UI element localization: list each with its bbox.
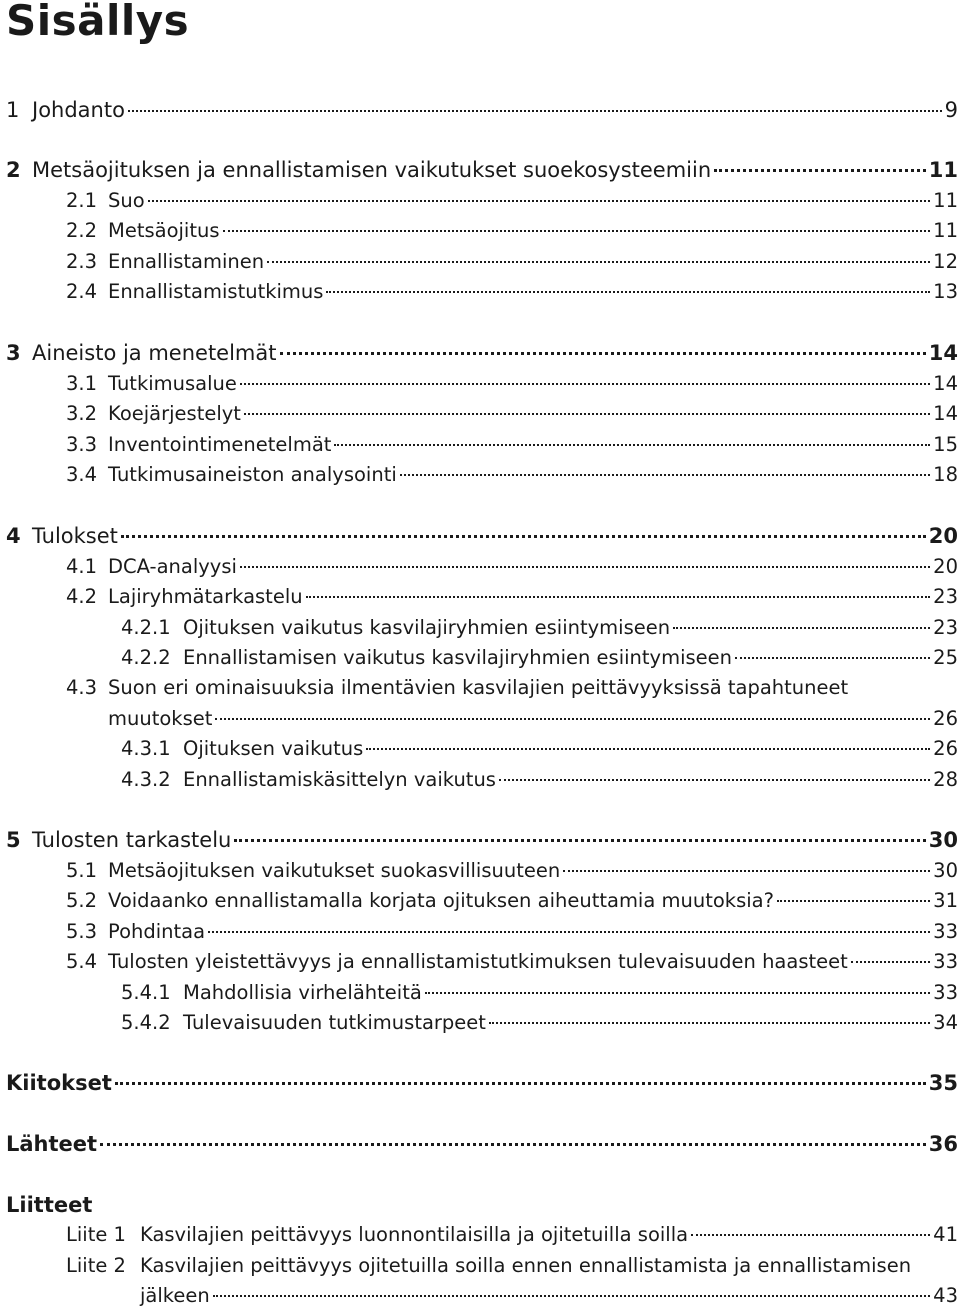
toc-entry-5-4-1[interactable] xyxy=(121,978,958,1008)
entry-number: 2.3 xyxy=(66,250,98,273)
entry-number: 3.3 xyxy=(66,433,98,456)
dot-leader xyxy=(223,230,931,232)
entry-number: 3.4 xyxy=(66,463,98,486)
entry-number: Liite 2 xyxy=(66,1254,126,1277)
entry-page: 28 xyxy=(933,768,958,791)
entry-title: Johdanto xyxy=(32,98,125,122)
toc-entry-3[interactable] xyxy=(6,338,958,368)
toc-entry-liite-2-line1[interactable] xyxy=(66,1251,911,1281)
toc-entry-4-3-2[interactable] xyxy=(121,765,958,795)
toc-entry-3-4[interactable] xyxy=(66,460,958,490)
toc-entry-2-3[interactable] xyxy=(66,247,958,277)
entry-page: 33 xyxy=(933,950,958,973)
toc-entry-4-2-1[interactable] xyxy=(121,613,958,643)
entry-page: 33 xyxy=(933,920,958,943)
dot-leader xyxy=(240,383,930,385)
entry-title: Metsäojituksen vaikutukset suokasvillisuuteen xyxy=(108,859,561,882)
entry-title: Ojituksen vaikutus kasvilajiryhmien esiintymiseen xyxy=(183,616,671,639)
entry-number: 2.1 xyxy=(66,189,98,212)
entry-title: Kiitokset xyxy=(6,1071,112,1095)
dot-leader xyxy=(121,535,926,538)
toc-entry-4-2[interactable] xyxy=(66,582,958,612)
entry-page: 41 xyxy=(933,1223,958,1246)
dot-leader xyxy=(489,1022,930,1024)
appendices-heading: Liitteet xyxy=(6,1193,93,1217)
entry-page: 30 xyxy=(928,828,958,852)
entry-page: 14 xyxy=(928,341,958,365)
toc-entry-5-3[interactable] xyxy=(66,917,958,947)
entry-number: Liite 1 xyxy=(66,1223,126,1246)
entry-page: 15 xyxy=(933,433,958,456)
entry-page: 33 xyxy=(933,981,958,1004)
dot-leader xyxy=(234,839,925,842)
dot-leader xyxy=(714,169,926,172)
toc-entry-kiitokset[interactable] xyxy=(6,1068,958,1098)
entry-number: 4.3.1 xyxy=(121,737,171,760)
entry-number: 2.2 xyxy=(66,219,98,242)
dot-leader xyxy=(691,1234,930,1236)
dot-leader xyxy=(673,627,930,629)
page-title: Sisällys xyxy=(6,0,190,45)
entry-number: 4.2 xyxy=(66,585,98,608)
entry-title: Ennallistamistutkimus xyxy=(108,280,324,303)
entry-page: 11 xyxy=(933,219,958,242)
entry-title: Lähteet xyxy=(6,1132,98,1156)
entry-title: Tutkimusaineiston analysointi xyxy=(108,463,397,486)
entry-title: Ennallistamisen vaikutus kasvilajiryhmien esiintymiseen xyxy=(183,646,733,669)
entry-page: 20 xyxy=(933,555,958,578)
toc-entry-4-3-line1[interactable] xyxy=(66,673,848,703)
entry-number: 5.4.2 xyxy=(121,1011,171,1034)
dot-leader xyxy=(366,748,930,750)
entry-title: Tulosten yleistettävyys ja ennallistamistutkimuksen tulevaisuuden haasteet xyxy=(108,950,848,973)
dot-leader xyxy=(267,261,930,263)
dot-leader xyxy=(128,110,942,112)
entry-number: 3.1 xyxy=(66,372,98,395)
entry-title: DCA-analyysi xyxy=(108,555,237,578)
dot-leader xyxy=(208,931,930,933)
entry-number: 3.2 xyxy=(66,402,98,425)
toc-entry-lahteet[interactable] xyxy=(6,1129,958,1159)
entry-page: 31 xyxy=(933,889,958,912)
toc-entry-1[interactable] xyxy=(6,95,958,125)
entry-number: 5.3 xyxy=(66,920,98,943)
entry-page: 14 xyxy=(933,402,958,425)
entry-title: Mahdollisia virhelähteitä xyxy=(183,981,422,1004)
entry-page: 14 xyxy=(933,372,958,395)
dot-leader xyxy=(735,657,930,659)
entry-page: 11 xyxy=(933,189,958,212)
dot-leader xyxy=(563,870,930,872)
entry-number: 4.2.2 xyxy=(121,646,171,669)
dot-leader xyxy=(148,200,931,202)
entry-number: 4.2.1 xyxy=(121,616,171,639)
entry-title: Suon eri ominaisuuksia ilmentävien kasvilajien peittävyyksissä tapahtuneet xyxy=(108,676,849,699)
toc-entry-2-1[interactable] xyxy=(66,186,958,216)
entry-title-continued: jälkeen xyxy=(140,1284,210,1307)
entry-page: 23 xyxy=(933,616,958,639)
entry-title: Tulevaisuuden tutkimustarpeet xyxy=(183,1011,486,1034)
entry-number: 4.1 xyxy=(66,555,98,578)
entry-title: Tulosten tarkastelu xyxy=(32,828,232,852)
dot-leader xyxy=(499,779,930,781)
toc-entry-4-3[interactable] xyxy=(108,704,958,734)
entry-page: 25 xyxy=(933,646,958,669)
entry-number: 5.4 xyxy=(66,950,98,973)
dot-leader xyxy=(244,413,930,415)
entry-title: Aineisto ja menetelmät xyxy=(32,341,277,365)
entry-title: Kasvilajien peittävyys luonnontilaisilla ja ojitetuilla soilla xyxy=(140,1223,689,1246)
dot-leader xyxy=(777,900,930,902)
toc-entry-4-2-2[interactable] xyxy=(121,643,958,673)
entry-title: Tulokset xyxy=(32,524,118,548)
entry-title: Lajiryhmätarkastelu xyxy=(108,585,303,608)
entry-number: 4.3 xyxy=(66,676,98,699)
entry-title: Tutkimusalue xyxy=(108,372,237,395)
entry-number: 2.4 xyxy=(66,280,98,303)
entry-page: 13 xyxy=(933,280,958,303)
entry-title: Metsäojitus xyxy=(108,219,220,242)
toc-entry-5-4[interactable] xyxy=(66,947,958,977)
entry-page: 26 xyxy=(933,707,958,730)
toc-entry-2-4[interactable] xyxy=(66,277,958,307)
toc-entry-4[interactable] xyxy=(6,521,958,551)
entry-number: 4 xyxy=(6,524,21,548)
toc-entry-2[interactable] xyxy=(6,155,958,185)
entry-page: 43 xyxy=(933,1284,958,1307)
entry-number: 5.4.1 xyxy=(121,981,171,1004)
entry-page: 36 xyxy=(928,1132,958,1156)
toc-entry-3-1[interactable] xyxy=(66,369,958,399)
toc-entry-5[interactable] xyxy=(6,825,958,855)
toc-entry-4-1[interactable] xyxy=(66,552,958,582)
toc-entry-2-2[interactable] xyxy=(66,216,958,246)
dot-leader xyxy=(115,1082,926,1085)
entry-number: 5 xyxy=(6,828,21,852)
dot-leader xyxy=(851,961,930,963)
toc-entry-liite-2[interactable] xyxy=(140,1281,958,1311)
entry-title: Voidaanko ennallistamalla korjata ojituksen aiheuttamia muutoksia? xyxy=(108,889,774,912)
toc-entry-liite-1[interactable] xyxy=(66,1220,958,1250)
entry-title: Pohdintaa xyxy=(108,920,206,943)
dot-leader xyxy=(425,992,930,994)
entry-title: Ennallistamiskäsittelyn vaikutus xyxy=(183,768,496,791)
entry-page: 12 xyxy=(933,250,958,273)
entry-number: 5.2 xyxy=(66,889,98,912)
entry-number: 5.1 xyxy=(66,859,98,882)
entry-page: 30 xyxy=(933,859,958,882)
entry-title: Ojituksen vaikutus xyxy=(183,737,364,760)
dot-leader xyxy=(213,1295,930,1297)
entry-number: 4.3.2 xyxy=(121,768,171,791)
entry-page: 20 xyxy=(928,524,958,548)
dot-leader xyxy=(215,718,930,720)
entry-page: 18 xyxy=(933,463,958,486)
entry-title-continued: muutokset xyxy=(108,707,213,730)
entry-page: 34 xyxy=(933,1011,958,1034)
entry-page: 26 xyxy=(933,737,958,760)
toc-entry-5-1[interactable] xyxy=(66,856,958,886)
dot-leader xyxy=(240,566,930,568)
entry-number: 1 xyxy=(6,98,20,122)
toc-entry-4-3-1[interactable] xyxy=(121,734,958,764)
toc-entry-3-2[interactable] xyxy=(66,399,958,429)
dot-leader xyxy=(400,474,930,476)
toc-entry-3-3[interactable] xyxy=(66,430,958,460)
entry-title: Ennallistaminen xyxy=(108,250,265,273)
dot-leader xyxy=(326,291,930,293)
entry-number: 3 xyxy=(6,341,21,365)
dot-leader xyxy=(280,352,926,355)
entry-page: 11 xyxy=(928,158,958,182)
toc-entry-5-2[interactable] xyxy=(66,886,958,916)
toc-entry-5-4-2[interactable] xyxy=(121,1008,958,1038)
entry-page: 23 xyxy=(933,585,958,608)
dot-leader xyxy=(100,1143,926,1146)
entry-number: 2 xyxy=(6,158,21,182)
entry-page: 35 xyxy=(928,1071,958,1095)
entry-title: Metsäojituksen ja ennallistamisen vaikutukset suoekosysteemiin xyxy=(32,158,712,182)
entry-title: Suo xyxy=(108,189,145,212)
entry-title: Inventointimenetelmät xyxy=(108,433,332,456)
entry-title: Kasvilajien peittävyys ojitetuilla soilla ennen ennallistamista ja ennallistamisen xyxy=(140,1254,912,1277)
dot-leader xyxy=(334,444,930,446)
dot-leader xyxy=(306,596,931,598)
entry-page: 9 xyxy=(944,98,958,122)
entry-title: Koejärjestelyt xyxy=(108,402,241,425)
